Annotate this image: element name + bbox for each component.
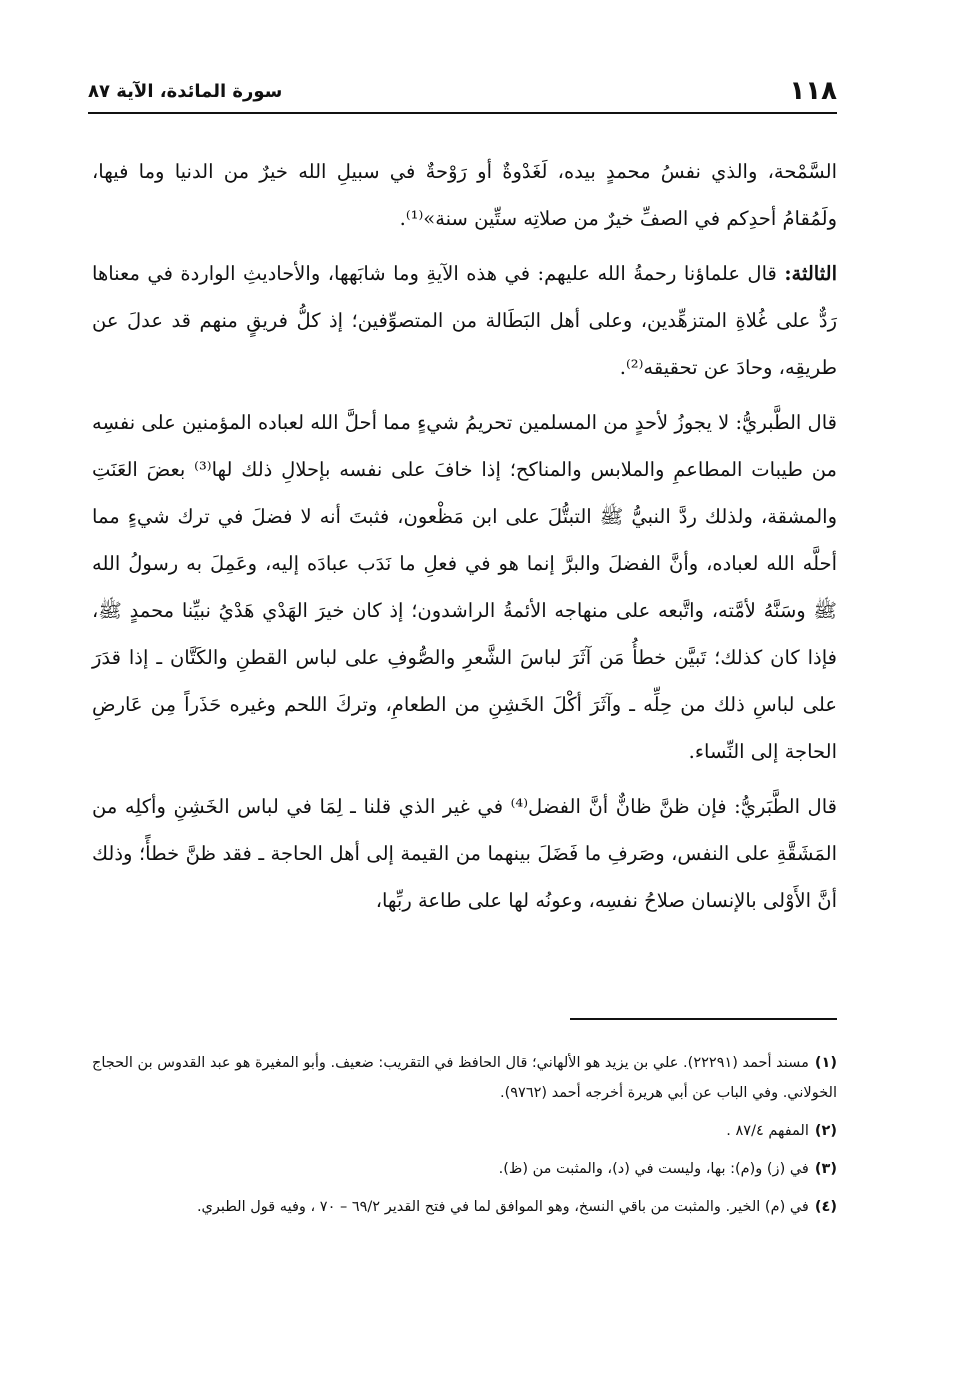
paragraph-text: قال علماؤنا رحمةُ الله عليهم: في هذه الآيةِ وما شابَهها، والأحاديثِ الواردة في معناها رَدٌّ على غُلاةِ المتزهِّدين، وعلى أهل البَطَالة من المتصوِّفين؛ إذ كلُّ فريقٍ منهم قد عدلَ عن طريقِه، وحادَ عن تحقيقه⁽²⁾. bbox=[92, 262, 837, 379]
footnote bbox=[92, 1192, 837, 1222]
paragraph-text: السَّمْحة، والذي نفسُ محمدٍ بيده، لَغَدْوةٌ أو رَوْحةٌ في سبيلِ الله خيرٌ من الدنيا وما فيها، ولَمُقامُ أحدِكم في الصفِّ خيرٌ من صلاتِه ستِّين سنة»⁽¹⁾. bbox=[92, 160, 837, 230]
paragraph bbox=[92, 399, 837, 775]
footnote-divider bbox=[570, 1018, 837, 1020]
page-number: ١١٨ bbox=[789, 76, 837, 106]
footnote bbox=[92, 1154, 837, 1184]
footnote-number: (٢) bbox=[814, 1123, 837, 1139]
footnote-number: (٣) bbox=[814, 1161, 837, 1177]
footnote bbox=[92, 1048, 837, 1108]
footnote bbox=[92, 1116, 837, 1146]
paragraph bbox=[92, 250, 837, 391]
paragraph bbox=[92, 148, 837, 242]
paragraph-text: قال الطَّبريُّ: لا يجوزُ لأحدٍ من المسلمين تحريمُ شيءٍ مما أحلَّ الله لعباده المؤمنين على نفسِه من طيبات المطاعمِ والملابس والمناكح؛ إذا خافَ على نفسه بإحلالِ ذلك لها⁽³⁾ بعضَ العَنَتِ والمشقة، ولذلك ردَّ النبيُّ ﷺ التبتُّلَ على ابن مَظْعون، فثبتَ أنه لا فضلَ في ترك شيءٍ مما أحلَّه الله لعباده، وأنَّ الفضلَ والبرَّ إنما هو في فعلِ ما نَدَب عبادَه إليه، وعَمِلَ به رسولُ الله ﷺ وسَنَّهُ لأمَّته، واتَّبعه على منهاجه الأئمةُ الراشدون؛ إذ كان خيرَ الهَدْي هَدْيُ نبيِّنا محمدٍ ﷺ، فإذا كان كذلك؛ تَبيَّن خطأُ مَن آثَرَ لباسَ الشَّعرِ والصُّوفِ على لباس القطنِ والكَتَّان ـ إذا قدَرَ على لباسِ ذلك من حِلِّه ـ وآثَرَ أكْلَ الخَشِنِ من الطعامِ، وتركَ اللحم وغيره حَذَراً مِن عَارضِ الحاجة إلى النِّساء. bbox=[92, 411, 837, 763]
footnote-text: المفهم ٨٧/٤ . bbox=[726, 1123, 809, 1139]
page-header bbox=[88, 74, 837, 114]
footnotes bbox=[92, 1048, 837, 1230]
main-text bbox=[92, 148, 837, 932]
footnote-text: في (ز) و(م): بها، وليست في (د)، والمثبت من (ظ). bbox=[498, 1161, 809, 1177]
footnote-number: (١) bbox=[814, 1055, 837, 1071]
footnote-number: (٤) bbox=[814, 1199, 837, 1215]
footnote-text: في (م) الخير. والمثبت من باقي النسخ، وهو الموافق لما في فتح القدير ٦٩/٢ – ٧٠ ، وفيه قول الطبري. bbox=[196, 1199, 809, 1215]
footnote-text: مسند أحمد (٢٢٢٩١). علي بن يزيد هو الألهاني؛ قال الحافظ في التقريب: ضعيف. وأبو المغيرة هو عبد القدوس بن الحجاج الخولاني. وفي الباب عن أبي هريرة أخرجه أحمد (٩٧٦٢). bbox=[92, 1055, 837, 1101]
paragraph-heading: الثالثة: bbox=[784, 262, 837, 285]
running-title: سورة المائدة، الآية ٨٧ bbox=[88, 81, 283, 102]
paragraph-text: قال الطَّبَريُّ: فإن ظنَّ ظانٌّ أنَّ الفضل⁽⁴⁾ في غير الذي قلنا ـ لِمَا في لباس الخَشِنِ وأكلِه من المَشَقَّةِ على النفس، وصَرفِ ما فَضَلَ بينهما من القيمة إلى أهل الحاجة ـ فقد ظنَّ خطأً؛ وذلك أنَّ الأَوْلى بالإنسان صلاحُ نفسِه، وعونُه لها على طاعة ربِّها، bbox=[92, 795, 837, 912]
paragraph bbox=[92, 783, 837, 924]
